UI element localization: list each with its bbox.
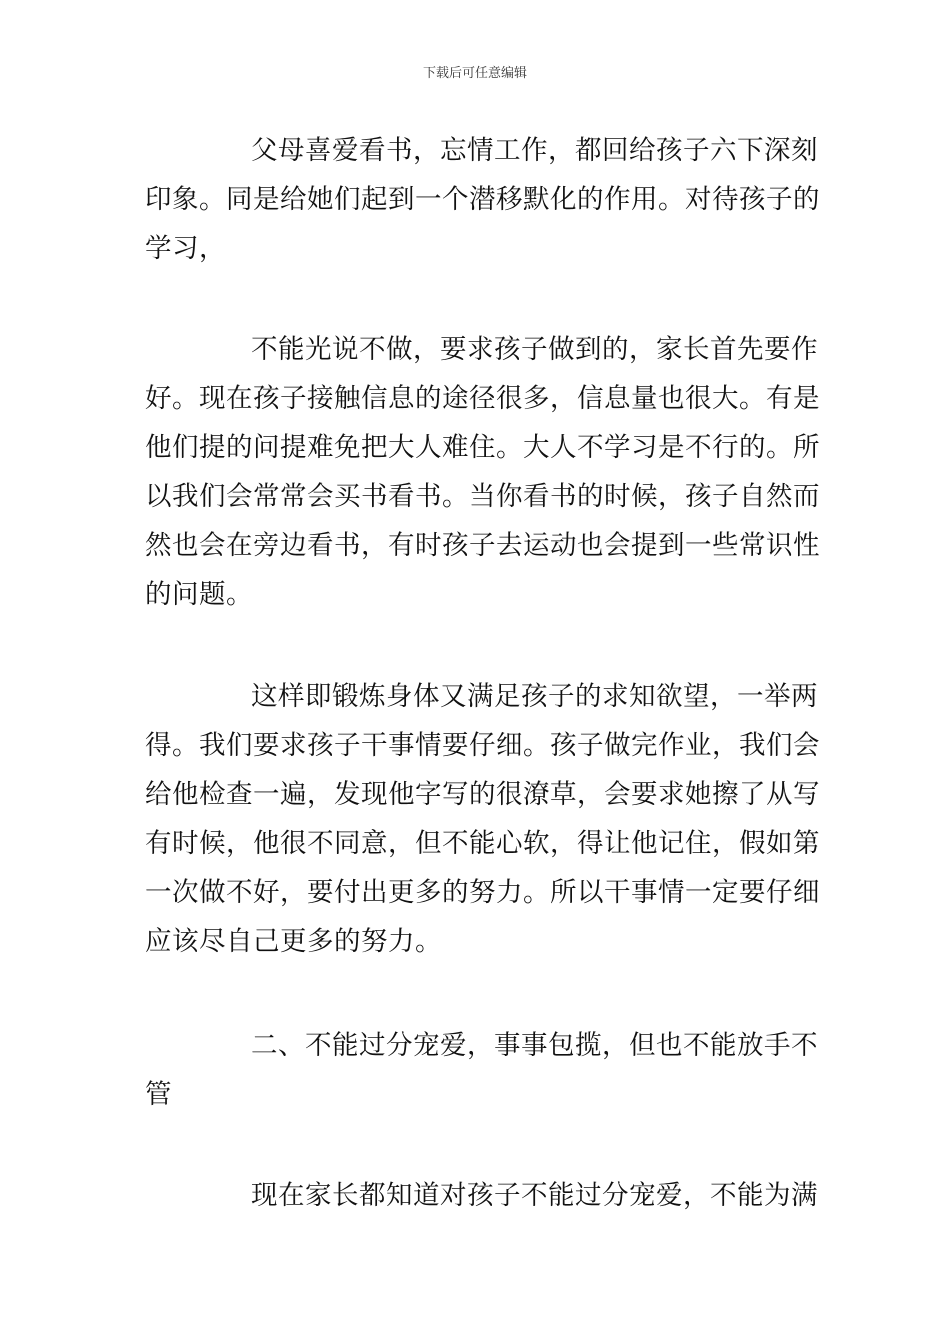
paragraph-line: 好。现在孩子接触信息的途径很多，信息量也很大。有是	[145, 383, 820, 414]
page-header: 下载后可任意编辑	[422, 66, 527, 81]
paragraph-line: 有时候，他很不同意，但不能心软，得让他记住，假如第	[145, 828, 820, 859]
paragraph-line: 然也会在旁边看书，有时孩子去运动也会提到一些常识性	[145, 530, 820, 561]
paragraph-line: 不能光说不做，要求孩子做到的，家长首先要作	[251, 334, 818, 365]
paragraph-line: 得。我们要求孩子干事情要仔细。孩子做完作业，我们会	[145, 730, 820, 761]
paragraph-line: 的问题。	[145, 579, 253, 610]
section-heading	[145, 1021, 818, 1119]
paragraph-line: 一次做不好，要付出更多的努力。所以干事情一定要仔细	[145, 877, 820, 908]
paragraph-5	[145, 1171, 818, 1220]
paragraph-line: 学习，	[145, 233, 226, 264]
paragraph-line: 以我们会常常会买书看书。当你看书的时候，孩子自然而	[145, 481, 820, 512]
paragraph-line: 这样即锻炼身体又满足孩子的求知欲望，一举两	[251, 681, 818, 712]
paragraph-line: 给他检查一遍，发现他字写的很潦草，会要求她擦了从写	[145, 779, 820, 810]
paragraph-3	[145, 672, 820, 966]
paragraph-line: 父母喜爱看书，忘情工作，都回给孩子六下深刻	[251, 135, 818, 166]
paragraph-2	[145, 325, 820, 619]
paragraph-line: 印象。同是给她们起到一个潜移默化的作用。对待孩子的	[145, 184, 820, 215]
paragraph-line: 他们提的问提难免把大人难住。大人不学习是不行的。所	[145, 432, 820, 463]
paragraph-1	[145, 126, 820, 273]
paragraph-line: 二、不能过分宠爱，事事包揽，但也不能放手不	[251, 1030, 818, 1061]
paragraph-line: 应该尽自己更多的努力。	[145, 926, 442, 957]
paragraph-line: 管	[145, 1079, 172, 1110]
paragraph-line: 现在家长都知道对孩子不能过分宠爱，不能为满	[251, 1180, 818, 1211]
